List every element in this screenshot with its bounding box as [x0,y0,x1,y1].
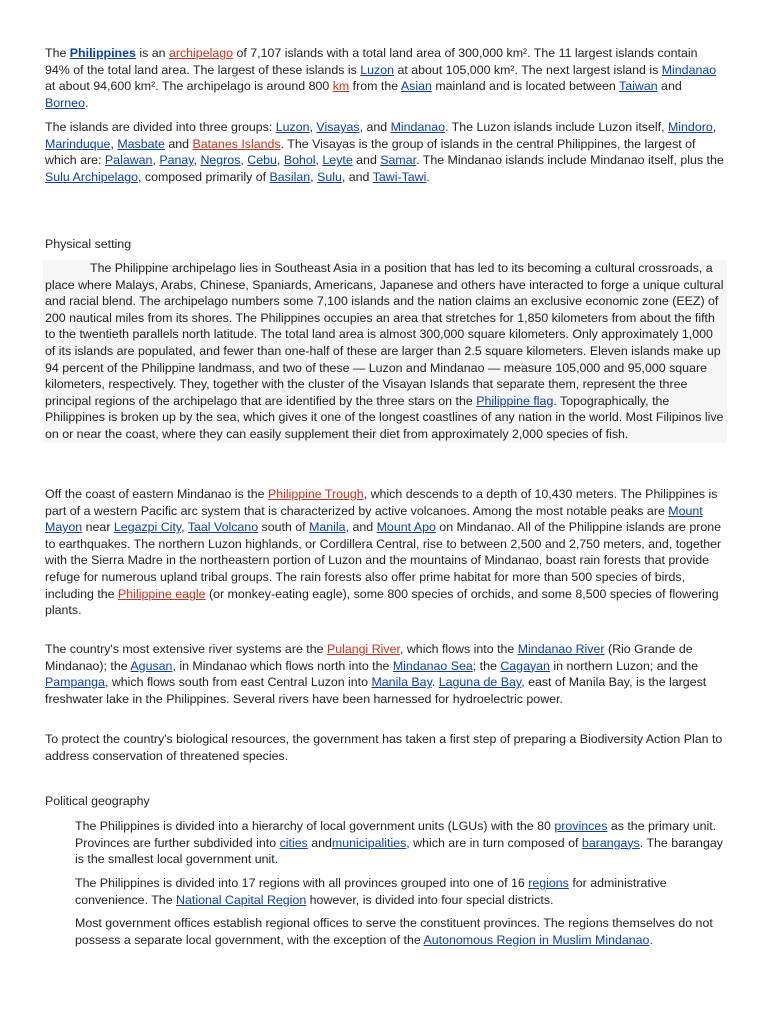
text-run: (Rio Grande de Mindanao); the [45,642,693,673]
text-run: and [657,79,682,94]
text-run: . [84,95,89,110]
link-sulu[interactable]: Sulu [317,169,342,184]
link-autonomous-region-in-muslim-mindanao[interactable]: Autonomous Region in Muslim Mindanao [423,932,650,947]
intro-paragraph [45,45,725,111]
text-run: The [45,46,70,60]
link-philippine-trough[interactable]: Philippine Trough [267,487,364,501]
link-mindanao[interactable]: Mindanao [661,62,717,77]
text-run: The country's most extensive river systems are the [45,642,327,656]
link-barangays[interactable]: barangays [581,835,640,850]
physical-setting-heading: Physical setting [45,237,132,251]
link-manila-bay[interactable]: Manila Bay [371,675,432,690]
trough-paragraph [45,486,725,619]
link-marinduque[interactable]: Marinduque [45,136,111,151]
link-cebu[interactable]: Cebu [247,153,277,168]
link-municipalities[interactable]: municipalities [331,835,407,850]
link-mindanao[interactable]: Mindanao [390,120,446,134]
link-negros[interactable]: Negros [200,153,241,168]
text-run: . The Luzon islands include Luzon itself, [445,120,668,134]
island-groups-paragraph [45,119,725,185]
text-run: , which descends to a depth of 10,430 meters. The Philippines is part of a western Pacific arc system that is characterized by active volcanoes. Among the most notable peaks are [45,487,718,518]
regions-paragraph [75,875,725,908]
text-run: and [307,835,332,850]
text-run: , [712,120,717,134]
physical-setting-paragraph [43,260,727,443]
link-tawi-tawi[interactable]: Tawi-Tawi [372,169,427,184]
link-mount-mayon[interactable]: Mount Mayon [45,503,703,535]
link-cities[interactable]: cities [279,835,308,850]
text-run: from the [349,79,401,94]
text-run: , [193,153,201,168]
link-basilan[interactable]: Basilan [269,169,311,184]
bold-text: Philippines [69,46,136,60]
text-run: however, is divided into four special districts. [306,892,554,907]
link-panay[interactable]: Panay [159,153,194,168]
text-run: ; the [472,658,501,673]
text-run: as the primary unit. Provinces are further subdivided into [75,819,717,850]
text-run: , [110,136,118,151]
link-samar[interactable]: Samar [380,153,417,168]
offices-paragraph [75,915,725,948]
text-run: (or monkey-eating eagle), some 800 species of orchids, and some 8,500 species of flowering plants. [45,586,719,618]
text-run: , [315,153,323,168]
link-luzon[interactable]: Luzon [360,62,395,77]
link-batanes-islands[interactable]: Batanes Islands [192,136,281,151]
text-run: , and [345,520,377,535]
link-archipelago[interactable]: archipelago [168,46,234,60]
text-run: The Philippines is divided into 17 regions with all provinces grouped into one of 16 [75,876,529,890]
link-mount-apo[interactable]: Mount Apo [376,520,436,535]
text-run: mainland and is located between [431,79,620,94]
link-taal-volcano[interactable]: Taal Volcano [187,520,259,535]
text-run: and [164,136,193,151]
link-philippines[interactable] [70,46,136,60]
text-run: . The Mindanao islands include Mindanao itself, plus the [416,153,724,168]
link-bohol[interactable]: Bohol [283,153,316,168]
link-philippine-flag[interactable]: Philippine flag [476,393,554,408]
link-agusan[interactable]: Agusan [130,658,173,673]
link-sulu-archipelago[interactable]: Sulu Archipelago [45,169,138,184]
rivers-paragraph [45,641,725,707]
text-run: south of [258,520,310,535]
text-run: at about 105,000 km². The next largest island is [394,62,662,77]
text-run: , east of Manila Bay, is the largest freshwater lake in the Philippines. Several rivers have been harnessed for hydroelectric power. [45,675,707,706]
text-run: . The Visayas is the group of islands in the central Philippines, the largest of which are: [45,136,696,168]
link-pulangi-river[interactable]: Pulangi River [326,642,400,656]
text-run: . [649,932,653,947]
text-run: , and [341,169,373,184]
text-run: , [152,153,160,168]
text-run: for administrative convenience. The [75,876,667,907]
text-run: Off the coast of eastern Mindanao is the [45,487,268,501]
lgu-paragraph [75,818,725,868]
text-run: , [240,153,248,168]
link-borneo[interactable]: Borneo [45,95,85,110]
text-run: The Philippine archipelago lies in Southeast Asia in a position that has led to its becoming a cultural crossroads, a place where Malays, Arabs, Chinese, Spaniards, Americans, Japanese and others have interacted to forge a unique cultural and racial blend. The archipelago numbers some 7,100 islands and the nation claims an exclusive economic zone (EEZ) of 200 nautical miles from its shores. The Philippines occupies an area that stretches for 1,850 kilometers from about the fifth to the twentieth parallels north latitude. The total land area is almost 300,000 square kilometers. Only approximately 1,000 of its islands are populated, and fewer than one-half of these are larger than 2.5 square kilometers. Eleven islands make up 94 percent of the Philippine landmass, and two of these — Luzon and Mindanao — measure 105,000 and 95,000 square kilometers, respectively. They, together with the cluster of the Visayan Islands that separate them, represent the three principal regions of the archipelago that are identified by the three stars on the [45,261,724,408]
text-run: , which are in turn composed of [406,835,582,850]
link-mindanao-sea[interactable]: Mindanao Sea [392,658,473,673]
link-mindoro[interactable]: Mindoro [667,120,713,134]
link-leyte[interactable]: Leyte [322,153,353,168]
link-pampanga[interactable]: Pampanga [45,675,105,690]
link-cagayan[interactable]: Cagayan [500,658,550,673]
text-run: The Philippines is divided into a hierarchy of local government units (LGUs) with the 80 [75,819,555,833]
link-palawan[interactable]: Palawan [104,153,153,168]
link-km[interactable]: km [332,79,350,94]
text-run: . [431,675,439,690]
link-visayas[interactable]: Visayas [316,120,360,134]
link-philippine-eagle[interactable]: Philippine eagle [118,586,206,601]
link-regions[interactable]: regions [528,876,569,890]
link-asian[interactable]: Asian [400,79,432,94]
text-run: at about 94,600 km². The archipelago is around 800 [45,79,333,94]
text-run: . Topographically, the Philippines is broken up by the sea, which gives it one of the longest coastlines of any nation in the world. Most Filipinos live on or near the coast, where they can easily supplement their diet from approximately 2,000 species of fish. [45,393,724,441]
text-run: , [310,169,318,184]
link-luzon[interactable]: Luzon [275,120,310,134]
text-run: . The barangay is the smallest local government unit. [75,835,723,867]
link-manila[interactable]: Manila [309,520,346,535]
text-run: and [352,153,381,168]
text-run: , and [359,120,391,134]
link-legazpi-city[interactable]: Legazpi City [113,520,182,535]
political-geography-heading: Political geography [45,794,150,808]
text-run: , composed primarily of [138,169,270,184]
link-taiwan[interactable]: Taiwan [619,79,658,94]
text-run: on Mindanao. All of the Philippine islands are prone to earthquakes. The northern Luzon highlands, or Cordillera Central, rise to between 2,500 and 2,750 meters, and, together with the Sierra Madre in the northeastern portion of Luzon and the mountains of Mindanao, boast rain forests that provide refuge for numerous upland tribal groups. The rain forests also offer prime habitat for more than 500 species of birds, including the [45,520,722,601]
text-run: , which flows south from east Central Luzon into [104,675,372,690]
protection-paragraph [45,731,725,764]
text-run: near [82,520,114,535]
link-masbate[interactable]: Masbate [117,136,165,151]
text-run: To protect the country's biological resources, the government has taken a first step of preparing a Biodiversity Action Plan to address conservation of threatened species. [45,732,723,763]
text-run: of 7,107 islands with a total land area of 300,000 km². The 11 largest islands contain 94% of the total land area. The largest of these islands is [45,46,698,77]
link-national-capital-region[interactable]: National Capital Region [176,892,307,907]
text-run: , [276,153,284,168]
text-run: , in Mindanao which flows north into the [172,658,393,673]
link-laguna-de-bay[interactable]: Laguna de Bay [438,675,522,690]
text-run: . [426,169,430,184]
text-run: , [181,520,188,535]
text-run: , [309,120,317,134]
link-provinces[interactable]: provinces [554,819,608,833]
text-run: is an [135,46,169,60]
link-mindanao-river[interactable]: Mindanao River [517,642,605,656]
text-run: in northern Luzon; and the [549,658,699,673]
text-run: , which flows into the [399,642,518,656]
text-run: The islands are divided into three groups: [45,120,276,134]
text-run: Most government offices establish regional offices to serve the constituent provinces. The regions themselves do not possess a separate local government, with the exception of the [75,916,713,947]
